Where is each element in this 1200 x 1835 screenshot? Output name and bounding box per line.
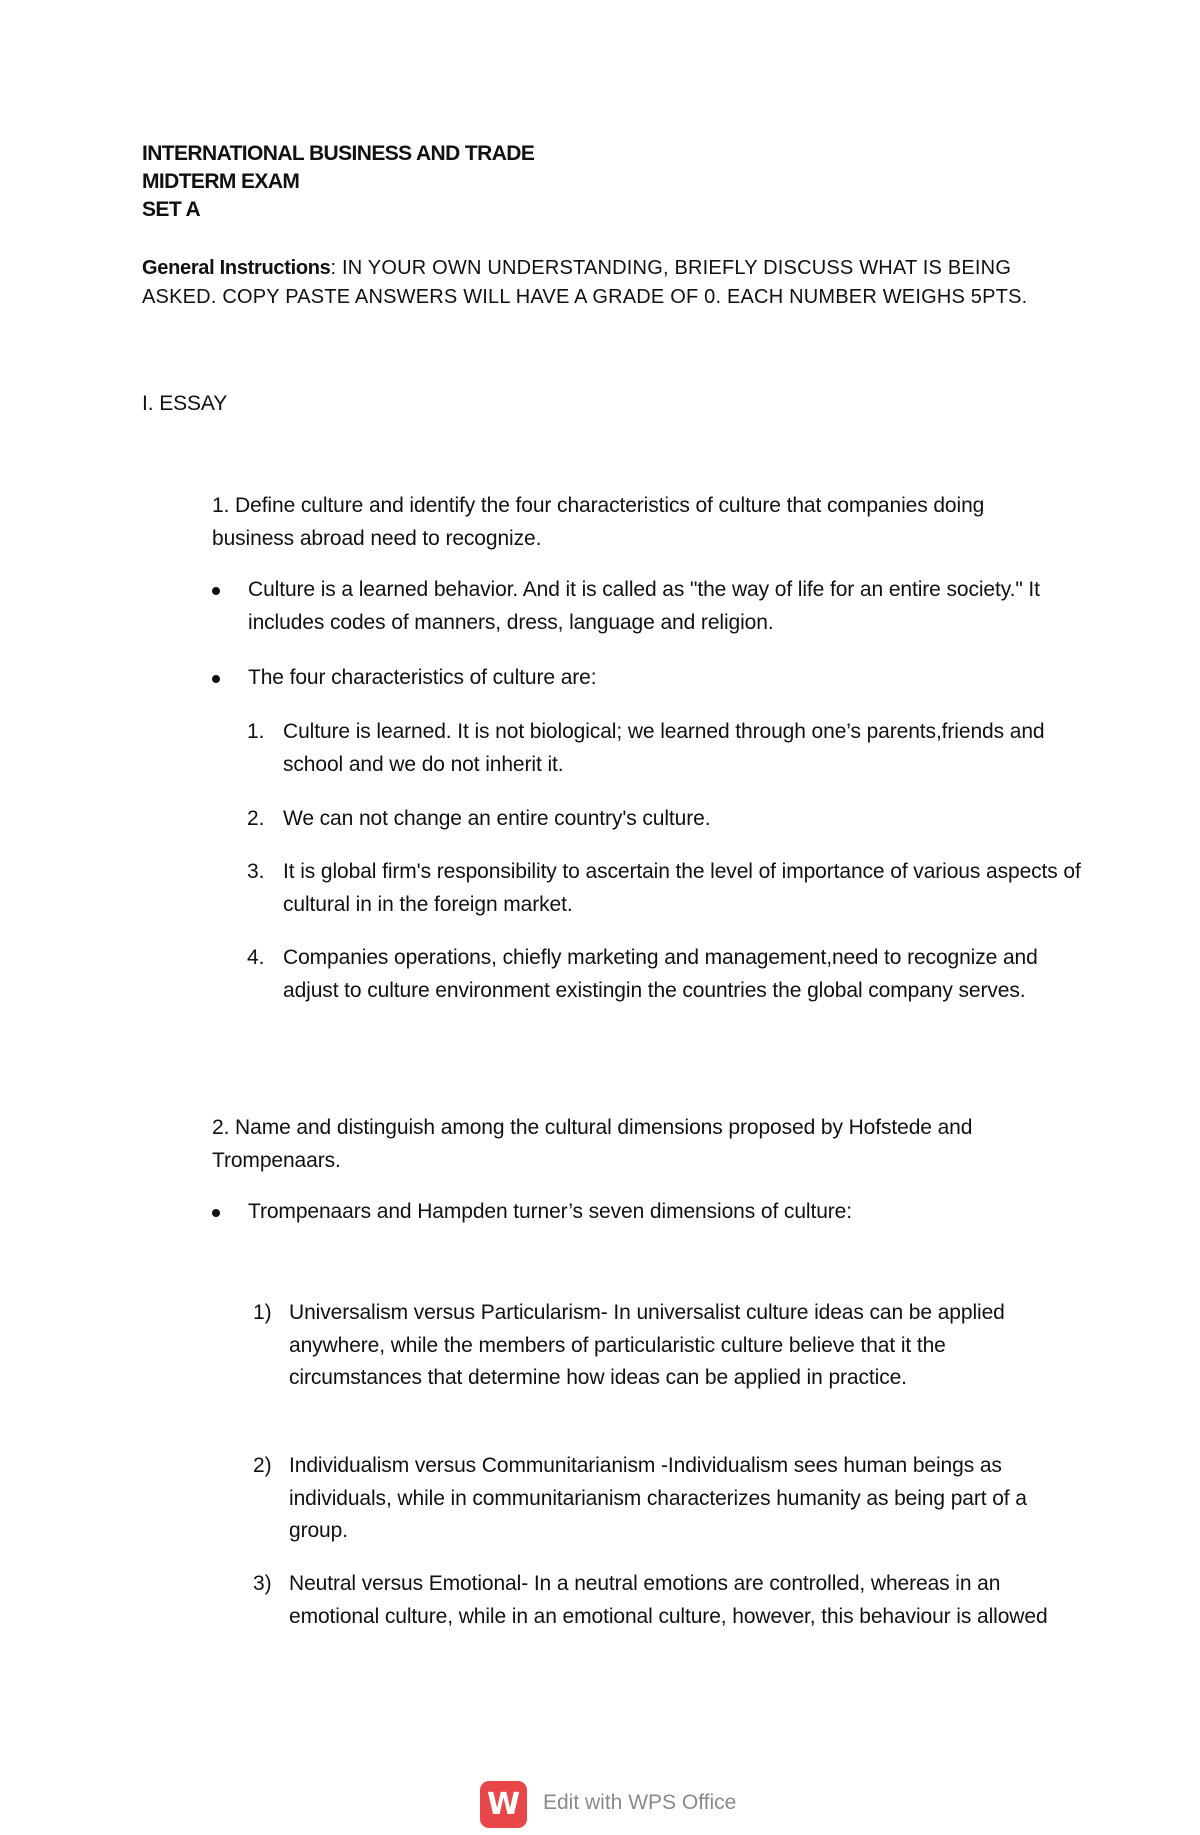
instructions-text: : IN YOUR OWN UNDERSTANDING, BRIEFLY DISCUSS WHAT IS BEING ASKED. COPY PASTE ANSWERS WILL HAVE A GRADE OF 0. EACH NUMBER WEIGHS 5PTS. — [142, 257, 1028, 308]
list-number: 3) — [253, 1572, 272, 1595]
list-number: 2) — [253, 1454, 272, 1477]
wps-edit-label: Edit with WPS Office — [543, 1791, 737, 1814]
general-instructions — [142, 254, 1042, 311]
q2-bullet-1-text: Trompenaars and Hampden turner’s seven dimensions of culture: — [248, 1200, 852, 1223]
section-heading: I. ESSAY — [142, 392, 228, 415]
doc-set: SET A — [142, 198, 201, 221]
bullet-dot — [212, 675, 220, 683]
list-text: Neutral versus Emotional- In a neutral emotions are controlled, whereas in an emotional culture, while in an emotional culture, however, this behaviour is allowed — [289, 1572, 1048, 1628]
bullet-dot — [212, 587, 220, 595]
question-2: 2. Name and distinguish among the cultural dimensions proposed by Hofstede and Trompenaars. — [212, 1116, 973, 1172]
wps-logo-icon: W — [480, 1781, 527, 1828]
list-text: Individualism versus Communitarianism -Individualism sees human beings as individuals, while in communitarianism characterizes humanity as being part of a group. — [289, 1454, 1027, 1542]
q1-bullet-2-text: The four characteristics of culture are: — [248, 666, 597, 689]
list-number: 1. — [247, 720, 265, 743]
list-text: We can not change an entire country's culture. — [283, 807, 711, 830]
list-text: Universalism versus Particularism- In universalist culture ideas can be applied anywhere, while the members of particularistic culture believe that it the circumstances that determine how ideas can be applied in practice. — [289, 1301, 1005, 1389]
q1-bullet-1-text: Culture is a learned behavior. And it is called as "the way of life for an entire society." It includes codes of manners, dress, language and religion. — [248, 578, 1040, 634]
list-number: 1) — [253, 1301, 272, 1324]
list-text: Companies operations, chiefly marketing and management,need to recognize and adjust to culture environment existingin the countries the global company serves. — [283, 946, 1038, 1002]
list-number: 4. — [247, 946, 265, 969]
list-number: 2. — [247, 807, 265, 830]
list-text: Culture is learned. It is not biological; we learned through one’s parents,friends and school and we do not inherit it. — [283, 720, 1045, 776]
instructions-label: General Instructions — [142, 257, 331, 279]
wps-edit-link[interactable] — [480, 1781, 770, 1829]
bullet-dot — [212, 1209, 220, 1217]
list-text: It is global firm's responsibility to ascertain the level of importance of various aspects of cultural in in the foreign market. — [283, 860, 1081, 916]
doc-subtitle: MIDTERM EXAM — [142, 170, 300, 193]
list-number: 3. — [247, 860, 265, 883]
question-1: 1. Define culture and identify the four characteristics of culture that companies doing business abroad need to recognize. — [212, 494, 985, 550]
doc-title: INTERNATIONAL BUSINESS AND TRADE — [142, 142, 535, 165]
